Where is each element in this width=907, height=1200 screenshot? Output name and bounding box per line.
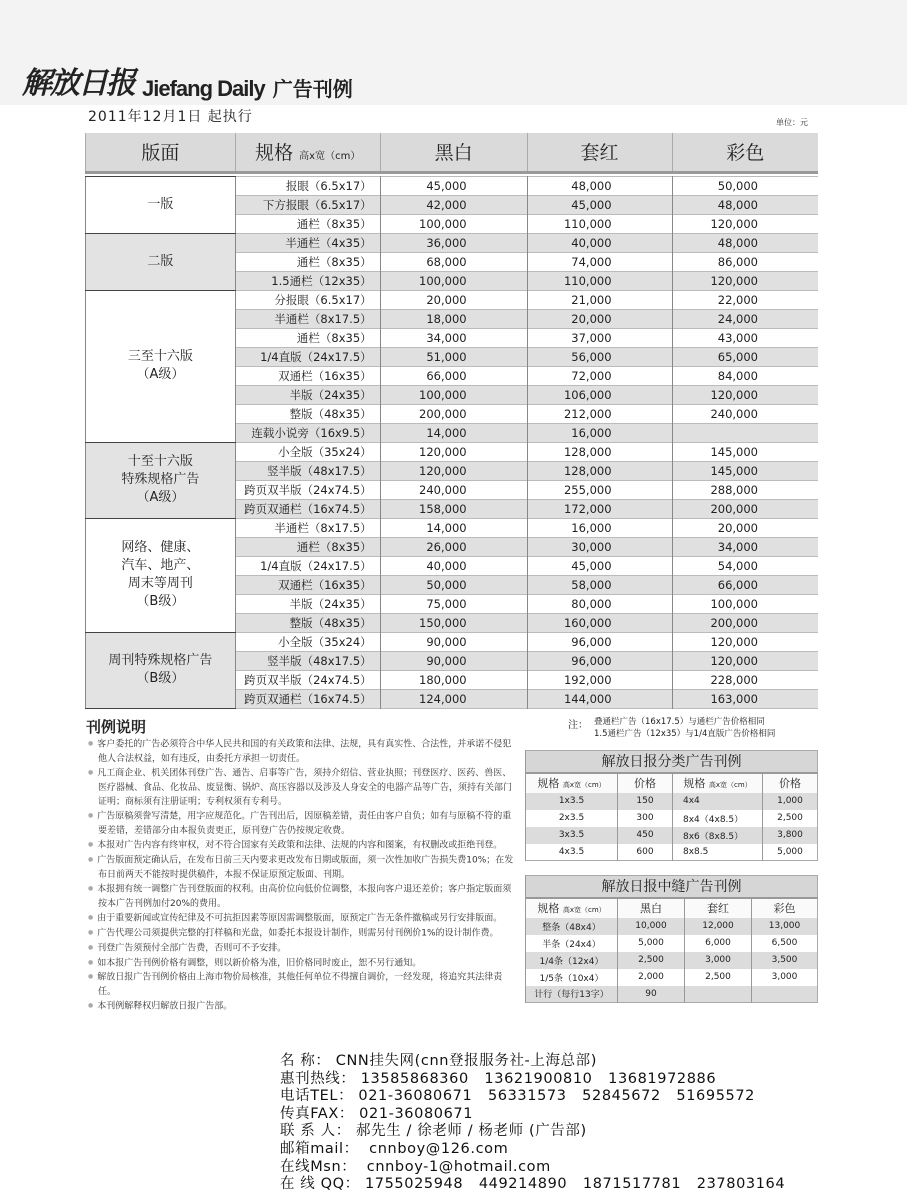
spec-cell: 半通栏（8x17.5） [235, 309, 380, 328]
table-row [526, 844, 818, 861]
table-row [526, 827, 818, 844]
price-red: 255,000 [527, 480, 672, 499]
price-bw: 124,000 [380, 689, 527, 708]
classified-rate-table [525, 750, 818, 861]
price-color: 163,000 [672, 689, 818, 708]
price-bw: 40,000 [380, 556, 527, 575]
page-group-label: 网络、健康、 汽车、地产、 周末等周刊 （B级） [86, 518, 236, 632]
table-cell: 4x3.5 [526, 844, 618, 861]
spec-cell: 跨页双通栏（16x74.5） [235, 689, 380, 708]
table-cell: 8x4（4x8.5） [673, 810, 763, 827]
price-red: 212,000 [527, 404, 672, 423]
col-header-bw: 黑白 [380, 133, 527, 172]
price-bw: 100,000 [380, 271, 527, 290]
middle-title: 解放日报中缝广告刊例 [526, 876, 818, 898]
table-row [86, 442, 819, 461]
col-header-red: 套红 [527, 133, 672, 172]
table-cell: 300 [618, 810, 673, 827]
col-header-color: 彩色 [672, 133, 818, 172]
spec-cell: 分报眼（6.5x17） [235, 290, 380, 309]
spec-label: 规格 [537, 902, 560, 915]
price-color: 200,000 [672, 499, 818, 518]
table-cell: 半条（24x4） [526, 935, 618, 952]
price-color: 288,000 [672, 480, 818, 499]
spec-cell: 1.5通栏（12x35） [235, 271, 380, 290]
price-color: 43,000 [672, 328, 818, 347]
price-red: 58,000 [527, 575, 672, 594]
col-header-bw: 黑白 [618, 898, 685, 918]
price-red: 45,000 [527, 195, 672, 214]
price-bw: 45,000 [380, 176, 527, 195]
price-color: 120,000 [672, 271, 818, 290]
price-color: 50,000 [672, 176, 818, 195]
spec-cell: 跨页双半版（24x74.5） [235, 670, 380, 689]
logo-english: Jiefang Daily [142, 76, 265, 101]
spec-cell: 小全版（35x24） [235, 632, 380, 651]
table-cell: 5,000 [763, 844, 818, 861]
table-cell: 90 [618, 986, 685, 1003]
price-red: 144,000 [527, 689, 672, 708]
price-bw: 51,000 [380, 347, 527, 366]
price-red: 45,000 [527, 556, 672, 575]
spec-cell: 竖半版（48x17.5） [235, 651, 380, 670]
contact-line: 邮箱mail： cnnboy@126.com [280, 1140, 509, 1157]
price-red: 16,000 [527, 423, 672, 442]
contact-line: 惠刊热线： 13585868360 13621900810 13681972886 [280, 1070, 717, 1087]
price-bw: 158,000 [380, 499, 527, 518]
table-cell: 12,000 [685, 918, 752, 935]
spec-cell: 报眼（6.5x17） [235, 176, 380, 195]
table-cell [752, 986, 818, 1003]
effective-date: 2011年12月1日 起执行 [88, 109, 253, 125]
remark-line: 叠通栏广告（16x17.5）与通栏广告价格相同 [594, 717, 765, 727]
price-red: 30,000 [527, 537, 672, 556]
table-row [86, 518, 819, 537]
price-bw: 200,000 [380, 404, 527, 423]
price-color: 24,000 [672, 309, 818, 328]
price-red: 72,000 [527, 366, 672, 385]
price-bw: 100,000 [380, 385, 527, 404]
spec-label: 规格 [255, 142, 294, 165]
remark-label: 注： [568, 720, 588, 731]
spec-cell: 跨页双半版（24x74.5） [235, 480, 380, 499]
price-color: 145,000 [672, 442, 818, 461]
price-bw: 50,000 [380, 575, 527, 594]
table-row [526, 793, 818, 810]
price-red: 74,000 [527, 252, 672, 271]
price-red: 192,000 [527, 670, 672, 689]
note-item: ● 凡工商企业、机关团体刊登广告、通告、启事等广告，须持介绍信、营业执照；刊登医疗、医药、兽医、医疗器械、食品、化妆品、废显衡、锅炉、高压容器以及涉及人身安全的电器产品等广告，须持有关部门证明；商标须有注册证明；专利权须有专利号。 [86, 766, 514, 809]
price-red: 96,000 [527, 651, 672, 670]
price-bw: 42,000 [380, 195, 527, 214]
price-color: 20,000 [672, 518, 818, 537]
price-red: 106,000 [527, 385, 672, 404]
table-cell [685, 986, 752, 1003]
col-header-spec [235, 133, 380, 172]
spec-cell: 半版（24x35） [235, 385, 380, 404]
price-bw: 66,000 [380, 366, 527, 385]
price-color: 120,000 [672, 632, 818, 651]
price-red: 110,000 [527, 271, 672, 290]
spec-cell: 连载小说旁（16x9.5） [235, 423, 380, 442]
contact-line: 电话TEL： 021-36080671 56331573 52845672 51695572 [280, 1088, 756, 1105]
price-color: 120,000 [672, 651, 818, 670]
spec-unit: 高x宽（cm） [562, 906, 606, 914]
spec-cell: 跨页双通栏（16x74.5） [235, 499, 380, 518]
table-row [86, 176, 819, 195]
price-bw: 120,000 [380, 442, 527, 461]
remark-line: 1.5通栏广告（12x35）与1/4直版广告价格相同 [594, 729, 776, 739]
price-bw: 18,000 [380, 309, 527, 328]
table-cell: 600 [618, 844, 673, 861]
classified-title: 解放日报分类广告刊例 [526, 751, 818, 773]
main-rate-table [85, 133, 818, 709]
table-cell: 1/4条（12x4） [526, 952, 618, 969]
price-bw: 68,000 [380, 252, 527, 271]
table-cell: 1/5条（10x4） [526, 969, 618, 986]
table-row [526, 935, 818, 952]
price-red: 80,000 [527, 594, 672, 613]
table-cell: 450 [618, 827, 673, 844]
table-row [526, 810, 818, 827]
note-item: ● 广告原稿须誊写清楚，用字应规范化。广告刊出后，因原稿差错，责任由客户自负；如有与原稿不符的重要差错，差错部分由本报负责更正，原刊登广告仍按规定收费。 [86, 809, 514, 838]
page-group-label: 三至十六版 （A级） [86, 290, 236, 442]
logo-chinese: 解放日报 [22, 66, 134, 101]
table-cell: 1x3.5 [526, 793, 618, 810]
price-red: 172,000 [527, 499, 672, 518]
table-row [526, 918, 818, 935]
notes-title: 刊例说明 [86, 718, 147, 736]
note-item: ● 广告代理公司须提供完整的打样稿和光盘，如委托本报设计制作，则需另付刊例价1%的设计制作费。 [86, 926, 514, 941]
table-cell: 整条（48x4） [526, 918, 618, 935]
spec-cell: 1/4直版（24x17.5） [235, 556, 380, 575]
note-item: ● 解放日报广告刊例价格由上海市物价局核准，其他任何单位不得擅自调价，一经发现，将追究其法律责任。 [86, 970, 514, 999]
table-cell: 6,000 [685, 935, 752, 952]
note-item: ● 刊登广告须预付全部广告费，否则可不予安排。 [86, 941, 514, 956]
spec-unit: 高x宽（cm） [708, 781, 752, 789]
table-cell: 10,000 [618, 918, 685, 935]
price-red: 128,000 [527, 461, 672, 480]
price-red: 160,000 [527, 613, 672, 632]
table-cell: 1,000 [763, 793, 818, 810]
spec-cell: 下方报眼（6.5x17） [235, 195, 380, 214]
price-bw: 240,000 [380, 480, 527, 499]
col-header-price: 价格 [763, 773, 818, 793]
price-bw: 14,000 [380, 423, 527, 442]
col-header-red: 套红 [685, 898, 752, 918]
price-color: 86,000 [672, 252, 818, 271]
table-row [526, 952, 818, 969]
price-red: 48,000 [527, 176, 672, 195]
note-item: ● 如本报广告刊例价格有调整，则以新价格为准，旧价格同时废止，恕不另行通知。 [86, 956, 514, 971]
spec-cell: 整版（48x35） [235, 404, 380, 423]
table-cell: 3,000 [752, 969, 818, 986]
price-bw: 75,000 [380, 594, 527, 613]
spec-cell: 通栏（8x35） [235, 537, 380, 556]
price-red: 56,000 [527, 347, 672, 366]
table-cell: 3,500 [752, 952, 818, 969]
contact-line: 在线Msn： cnnboy-1@hotmail.com [280, 1158, 551, 1175]
contact-line: 名 称： CNN挂失网(cnn登报服务社-上海总部) [280, 1053, 598, 1069]
price-color: 22,000 [672, 290, 818, 309]
table-cell: 2,500 [618, 952, 685, 969]
price-bw: 120,000 [380, 461, 527, 480]
spec-cell: 1/4直版（24x17.5） [235, 347, 380, 366]
page-group-label: 二版 [86, 233, 236, 290]
table-row [526, 986, 818, 1003]
col-header-spec [526, 898, 618, 918]
col-header-spec [526, 773, 618, 793]
table-cell: 2,500 [763, 810, 818, 827]
spec-cell: 双通栏（16x35） [235, 575, 380, 594]
spec-unit: 高x宽（cm） [562, 781, 606, 789]
table-cell: 2,000 [618, 969, 685, 986]
page-group-label: 一版 [86, 176, 236, 233]
logo [22, 58, 353, 102]
spec-cell: 双通栏（16x35） [235, 366, 380, 385]
spec-cell: 通栏（8x35） [235, 214, 380, 233]
spec-cell: 整版（48x35） [235, 613, 380, 632]
spec-cell: 竖半版（48x17.5） [235, 461, 380, 480]
table-cell: 5,000 [618, 935, 685, 952]
price-bw: 26,000 [380, 537, 527, 556]
note-item: ● 本报对广告内容有终审权，对不符合国家有关政策和法律、法规的内容和图案，有权删改或拒绝刊登。 [86, 838, 514, 853]
table-cell: 3x3.5 [526, 827, 618, 844]
contact-info [280, 1053, 785, 1194]
spec-unit: 高x宽（cm） [299, 151, 361, 163]
table-cell: 计行（每行13字） [526, 986, 618, 1003]
table-cell: 4x4 [673, 793, 763, 810]
price-bw: 90,000 [380, 651, 527, 670]
page-group-label: 周刊特殊规格广告 （B级） [86, 632, 236, 708]
price-color: 84,000 [672, 366, 818, 385]
price-red: 40,000 [527, 233, 672, 252]
table-cell: 3,000 [685, 952, 752, 969]
col-header-color: 彩色 [752, 898, 818, 918]
spec-cell: 半通栏（8x17.5） [235, 518, 380, 537]
price-red: 16,000 [527, 518, 672, 537]
price-color: 54,000 [672, 556, 818, 575]
price-color: 200,000 [672, 613, 818, 632]
price-bw: 20,000 [380, 290, 527, 309]
col-header-price: 价格 [618, 773, 673, 793]
contact-line: 联 系 人： 郝先生 / 徐老师 / 杨老师 (广告部) [280, 1123, 587, 1140]
table-cell: 2,500 [685, 969, 752, 986]
price-color: 228,000 [672, 670, 818, 689]
price-color: 120,000 [672, 385, 818, 404]
price-color: 120,000 [672, 214, 818, 233]
price-red: 20,000 [527, 309, 672, 328]
table-row [86, 290, 819, 309]
table-cell: 6,500 [752, 935, 818, 952]
price-color: 48,000 [672, 233, 818, 252]
note-item: ● 广告版面预定确认后，在发布日前三天内要求更改发布日期或版面，须一次性加收广告损失费10%；在发布日前两天不能按时提供稿件，本报不保证原预定版面、刊期。 [86, 853, 514, 882]
spec-cell: 半版（24x35） [235, 594, 380, 613]
note-item: ● 本刊例解释权归解放日报广告部。 [86, 999, 514, 1014]
table-cell: 3,800 [763, 827, 818, 844]
table-cell: 13,000 [752, 918, 818, 935]
table-cell: 2x3.5 [526, 810, 618, 827]
spec-cell: 通栏（8x35） [235, 328, 380, 347]
price-bw: 180,000 [380, 670, 527, 689]
col-header-spec [673, 773, 763, 793]
note-item: ● 由于重要新闻或宣传纪律及不可抗拒因素等原因需调整版面，原预定广告无条件撤稿或另行安排版面。 [86, 911, 514, 926]
price-bw: 100,000 [380, 214, 527, 233]
spec-cell: 通栏（8x35） [235, 252, 380, 271]
price-red: 96,000 [527, 632, 672, 651]
price-bw: 90,000 [380, 632, 527, 651]
spec-label: 规格 [537, 777, 560, 790]
price-bw: 14,000 [380, 518, 527, 537]
price-red: 37,000 [527, 328, 672, 347]
price-color [672, 423, 818, 442]
price-color: 145,000 [672, 461, 818, 480]
price-bw: 150,000 [380, 613, 527, 632]
price-red: 110,000 [527, 214, 672, 233]
spec-cell: 半通栏（4x35） [235, 233, 380, 252]
col-header-page: 版面 [86, 133, 236, 172]
table-cell: 150 [618, 793, 673, 810]
price-color: 34,000 [672, 537, 818, 556]
page-group-label: 十至十六版 特殊规格广告 （A级） [86, 442, 236, 518]
price-color: 100,000 [672, 594, 818, 613]
unit-label: 单位：元 [776, 118, 808, 127]
note-item: ● 本报拥有统一调整广告刊登版面的权利。由高价位向低价位调整，本报向客户退还差价；客户指定版面须按本广告刊例加付20%的费用。 [86, 882, 514, 911]
table-row [526, 969, 818, 986]
price-color: 65,000 [672, 347, 818, 366]
table-cell: 8x8.5 [673, 844, 763, 861]
table-cell: 8x6（8x8.5） [673, 827, 763, 844]
spec-cell: 小全版（35x24） [235, 442, 380, 461]
page-title: 广告刊例 [272, 77, 353, 101]
price-color: 240,000 [672, 404, 818, 423]
note-item: ● 客户委托的广告必须符合中华人民共和国的有关政策和法律、法规，具有真实性、合法性，并承诺不侵犯他人合法权益，如有违反，由委托方承担一切责任。 [86, 737, 514, 766]
price-bw: 36,000 [380, 233, 527, 252]
notes-list [86, 737, 514, 1014]
table-row [86, 632, 819, 651]
middle-seam-rate-table [525, 875, 818, 1003]
price-color: 48,000 [672, 195, 818, 214]
spec-label: 规格 [683, 777, 706, 790]
price-red: 21,000 [527, 290, 672, 309]
price-bw: 34,000 [380, 328, 527, 347]
price-red: 128,000 [527, 442, 672, 461]
remark [568, 716, 775, 740]
table-row [86, 233, 819, 252]
price-color: 66,000 [672, 575, 818, 594]
contact-line: 在 线 QQ： 1755025948 449214890 1871517781 237803164 [280, 1176, 786, 1193]
contact-line: 传真FAX： 021-36080671 [280, 1105, 474, 1122]
